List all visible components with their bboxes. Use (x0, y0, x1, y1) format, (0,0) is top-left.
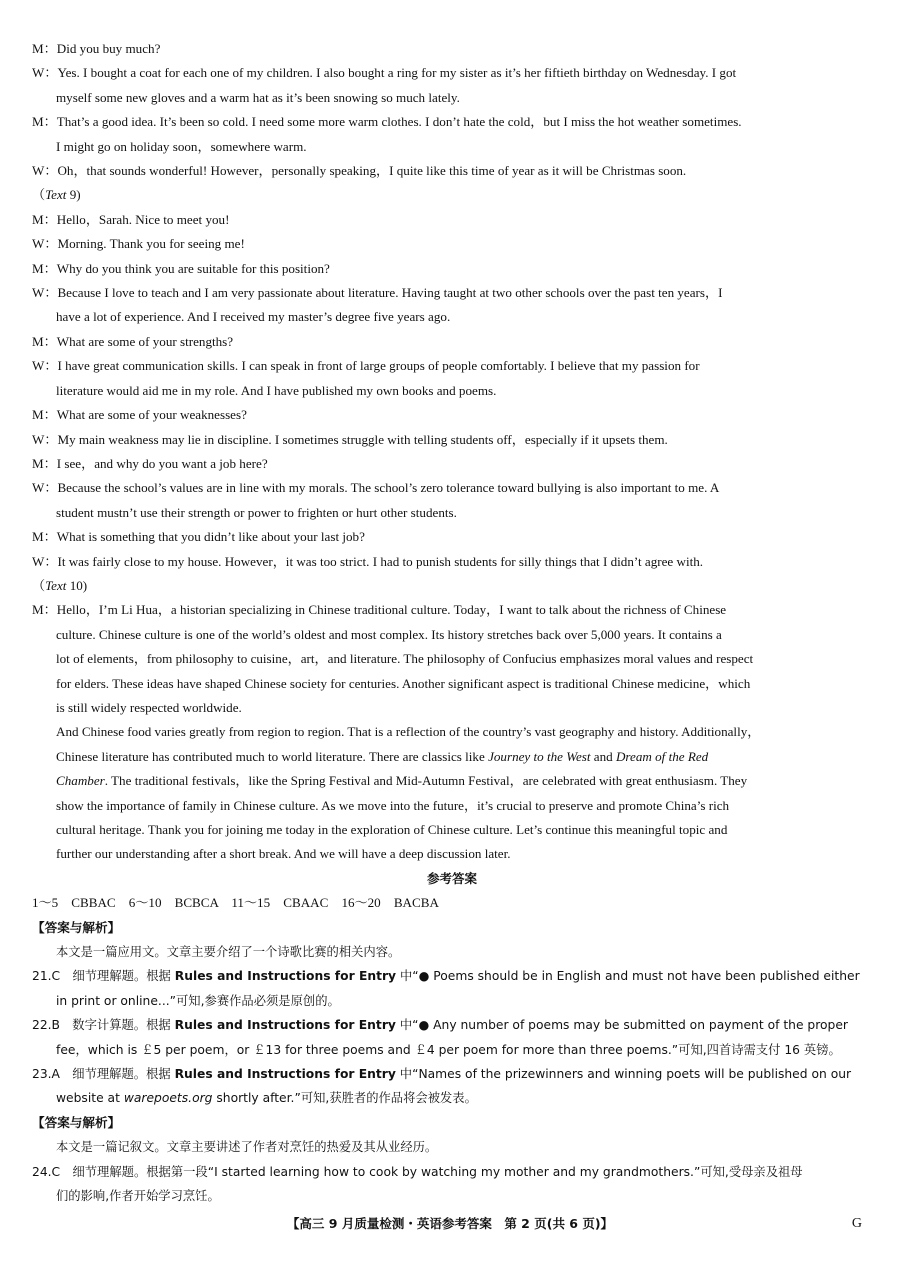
speaker-label: M： (32, 333, 57, 349)
dialogue-text: That’s a good idea. It’s been so cold. I need some more warm clothes. I don’t hate the cold，but I miss the hot weather sometimes. (56, 114, 742, 130)
dialogue-text: Hello，Sarah. Nice to meet you! (56, 211, 230, 227)
speaker-label: W： (32, 431, 58, 447)
dialogue-line (32, 110, 872, 134)
question-explanation (32, 1013, 872, 1037)
section-intro: 本文是一篇应用文。文章主要介绍了一个诗歌比赛的相关内容。 (56, 945, 401, 960)
dialogue-text: What are some of your weaknesses? (56, 407, 247, 423)
book-title: Dream of the Red (615, 748, 709, 764)
dialogue-text: Because I love to teach and I am very passionate about literature. Having taught at two other schools over the past ten years，I (57, 285, 723, 301)
plain-text: 中“● Poems should be in English and must not have been published either (396, 969, 860, 984)
speaker-label: M： (32, 41, 57, 56)
dialogue-continuation: have a lot of experience. And I received my master’s degree five years ago. (56, 309, 451, 325)
explanation-text (32, 1062, 872, 1086)
page-content (32, 37, 872, 1209)
speaker-label: M： (32, 407, 57, 423)
plain-text: and (590, 748, 616, 764)
footer-title: 【高三 9 月质量检测・英语参考答案 第 2 页(共 6 页)】 (286, 1216, 614, 1231)
plain-text: 细节理解题。根据 (60, 969, 175, 984)
dialogue-continuation: literature would aid me in my role. And I have published my own books and poems. (56, 382, 497, 398)
explanation-continuation: fee，which is ￡5 per poem，or ￡13 for three poems and ￡4 per poem for more than three poems.”可知,四首诗需支付 16 英镑。 (56, 1042, 841, 1057)
explanation-text (32, 1013, 872, 1037)
monologue-continuation: lot of elements，from philosophy to cuisine，art，and literature. The philosophy of Confucius emphasizes moral values and respect (56, 651, 754, 667)
dialogue-continuation: student mustn’t use their strength or power to frighten or hurt other students. (56, 504, 457, 520)
plain-text: 数字计算题。根据 (60, 1018, 175, 1033)
dialogue-text: What are some of your strengths? (56, 333, 234, 349)
text-10-label (32, 574, 872, 598)
dialogue-text: What is something that you didn’t like about your last job? (56, 529, 365, 545)
dialogue-continuation: I might go on holiday soon，somewhere warm. (56, 138, 307, 154)
page-footer (0, 1212, 900, 1236)
dialogue-text: My main weakness may lie in discipline. I sometimes struggle with telling students off，especially if it upsets them. (57, 431, 668, 447)
dialogue-line (32, 257, 872, 281)
dialogue-line (32, 330, 872, 354)
speaker-label: W： (32, 358, 58, 374)
website-text: warepoets.org (123, 1091, 213, 1106)
dialogue-line (32, 159, 872, 183)
speaker-label: M： (32, 602, 57, 618)
section-header: 【答案与解析】 (32, 1114, 121, 1130)
plain-text: . The traditional festivals，like the Spring Festival and Mid-Autumn Festival，are celebrated with great enthusiasm. They (104, 773, 748, 789)
question-explanation (32, 964, 872, 988)
question-number: 24.C (32, 1164, 61, 1179)
explanation-text (32, 964, 872, 988)
speaker-label: W： (32, 65, 58, 81)
explanation-continuation: in print or online...”可知,参赛作品必须是原创的。 (56, 993, 340, 1008)
speaker-label: M： (32, 455, 57, 471)
dialogue-line (32, 208, 872, 232)
question-number: 23.A (32, 1067, 60, 1082)
label-paren: （ (32, 577, 46, 593)
dialogue-line (32, 281, 872, 305)
question-number: 21.C (32, 969, 61, 984)
bold-text: Rules and Instructions for Entry (174, 1018, 396, 1033)
monologue-line (32, 598, 872, 622)
speaker-label: W： (32, 163, 58, 179)
section-intro: 本文是一篇记叙文。文章主要讲述了作者对烹饪的热爱及其从业经历。 (56, 1140, 438, 1155)
question-explanation (32, 1062, 872, 1086)
dialogue-line (32, 232, 872, 256)
monologue-paragraph-line (32, 769, 872, 793)
dialogue-line (32, 428, 872, 452)
dialogue-text: It was fairly close to my house. However，it was too strict. I had to punish students for silly things that I didn’t agree with. (57, 553, 704, 569)
explanation-text (32, 1160, 872, 1184)
plain-text: 中“Names of the prizewinners and winning poets will be published on our (395, 1067, 852, 1082)
section-header: 【答案与解析】 (32, 919, 121, 935)
bold-text: Rules and Instructions for Entry (174, 1067, 396, 1082)
dialogue-text: I see，and why do you want a job here? (56, 455, 268, 471)
label-word: Text (45, 577, 67, 593)
monologue-paragraph-line: show the importance of family in Chinese culture. As we move into the future，it’s crucial to preserve and promote China’s rich (56, 797, 730, 813)
label-word: Text (45, 187, 67, 203)
plain-text: shortly after.”可知,获胜者的作品将会被发表。 (212, 1091, 477, 1106)
dialogue-line (32, 452, 872, 476)
dialogue-line (32, 37, 872, 61)
plain-text: 中“● Any number of poems may be submitted on payment of the proper (395, 1018, 848, 1033)
monologue-paragraph-line: And Chinese food varies greatly from region to region. That is a reflection of the country’s vast geography and history. Additionally， (56, 724, 761, 740)
dialogue-continuation: myself some new gloves and a warm hat as it’s been snowing so much lately. (56, 89, 460, 105)
dialogue-line (32, 403, 872, 427)
dialogue-text: Morning. Thank you for seeing me! (57, 236, 245, 252)
monologue-paragraph-line (32, 745, 872, 769)
answers-title: 参考答案 (426, 870, 477, 886)
speaker-label: W： (32, 236, 58, 252)
dialogue-line (32, 525, 872, 549)
speaker-label: M： (32, 211, 57, 227)
dialogue-text: Oh，that sounds wonderful! However，personally speaking，I quite like this time of year as it will be Christmas soon. (57, 163, 687, 179)
plain-text: 细节理解题。根据第一段“I started learning how to cook by watching my mother and my grandmothers.”可知,受母亲及祖母 (60, 1164, 803, 1179)
book-title: Chamber (56, 773, 105, 789)
speaker-label: W： (32, 480, 58, 496)
bold-text: Rules and Instructions for Entry (174, 969, 397, 984)
dialogue-text: Yes. I bought a coat for each one of my children. I also bought a ring for my sister as it’s her fiftieth birthday on Wednesday. I got (57, 65, 737, 81)
monologue-text: Hello，I’m Li Hua，a historian specializing in Chinese traditional culture. Today，I want to talk about the richness of Chinese (56, 602, 727, 618)
label-number: 9) (66, 187, 81, 203)
dialogue-line (32, 476, 872, 500)
dialogue-text: Because the school’s values are in line with my morals. The school’s zero tolerance toward bullying is also important to me. A (57, 480, 720, 496)
monologue-paragraph-line: further our understanding after a short break. And we will have a deep discussion later. (56, 846, 511, 862)
speaker-label: W： (32, 285, 58, 301)
speaker-label: W： (32, 553, 58, 569)
label-paren: （ (32, 187, 46, 203)
explanation-continuation: 们的影响,作者开始学习烹饪。 (56, 1189, 220, 1204)
monologue-paragraph-line: cultural heritage. Thank you for joining me today in the exploration of Chinese culture. Let’s continue this meaningful topic and (56, 822, 728, 837)
answer-key-line: 1～5 CBBAC 6～10 BCBCA 11～15 CBAAC 16～20 BACBA (32, 895, 439, 911)
plain-text: 细节理解题。根据 (59, 1067, 175, 1082)
plain-text: Chinese literature has contributed much to world literature. There are classics like (56, 748, 489, 764)
dialogue-text: Did you buy much? (56, 41, 161, 56)
monologue-continuation: culture. Chinese culture is one of the world’s oldest and most complex. Its history stretches back over 5,000 years. It contains a (56, 626, 722, 642)
dialogue-text: I have great communication skills. I can speak in front of large groups of people comfortably. I believe that my passion for (57, 358, 700, 374)
label-number: 10) (66, 577, 88, 593)
plain-text: website at (56, 1091, 124, 1106)
question-number: 22.B (32, 1018, 60, 1033)
monologue-continuation: for elders. These ideas have shaped Chinese society for centuries. Another significant aspect is traditional Chinese medicine，which (56, 675, 751, 691)
speaker-label: M： (32, 260, 57, 276)
monologue-continuation: is still widely respected worldwide. (56, 699, 242, 715)
speaker-label: M： (32, 114, 57, 130)
footer-version-letter: G (851, 1216, 862, 1231)
speaker-label: M： (32, 529, 57, 545)
question-explanation (32, 1160, 872, 1184)
book-title: Journey to the West (488, 748, 591, 764)
explanation-continuation (32, 1086, 872, 1110)
dialogue-line (32, 550, 872, 574)
text-9-label (32, 183, 872, 207)
dialogue-line (32, 354, 872, 378)
dialogue-text: Why do you think you are suitable for this position? (56, 260, 330, 276)
dialogue-line (32, 61, 872, 85)
